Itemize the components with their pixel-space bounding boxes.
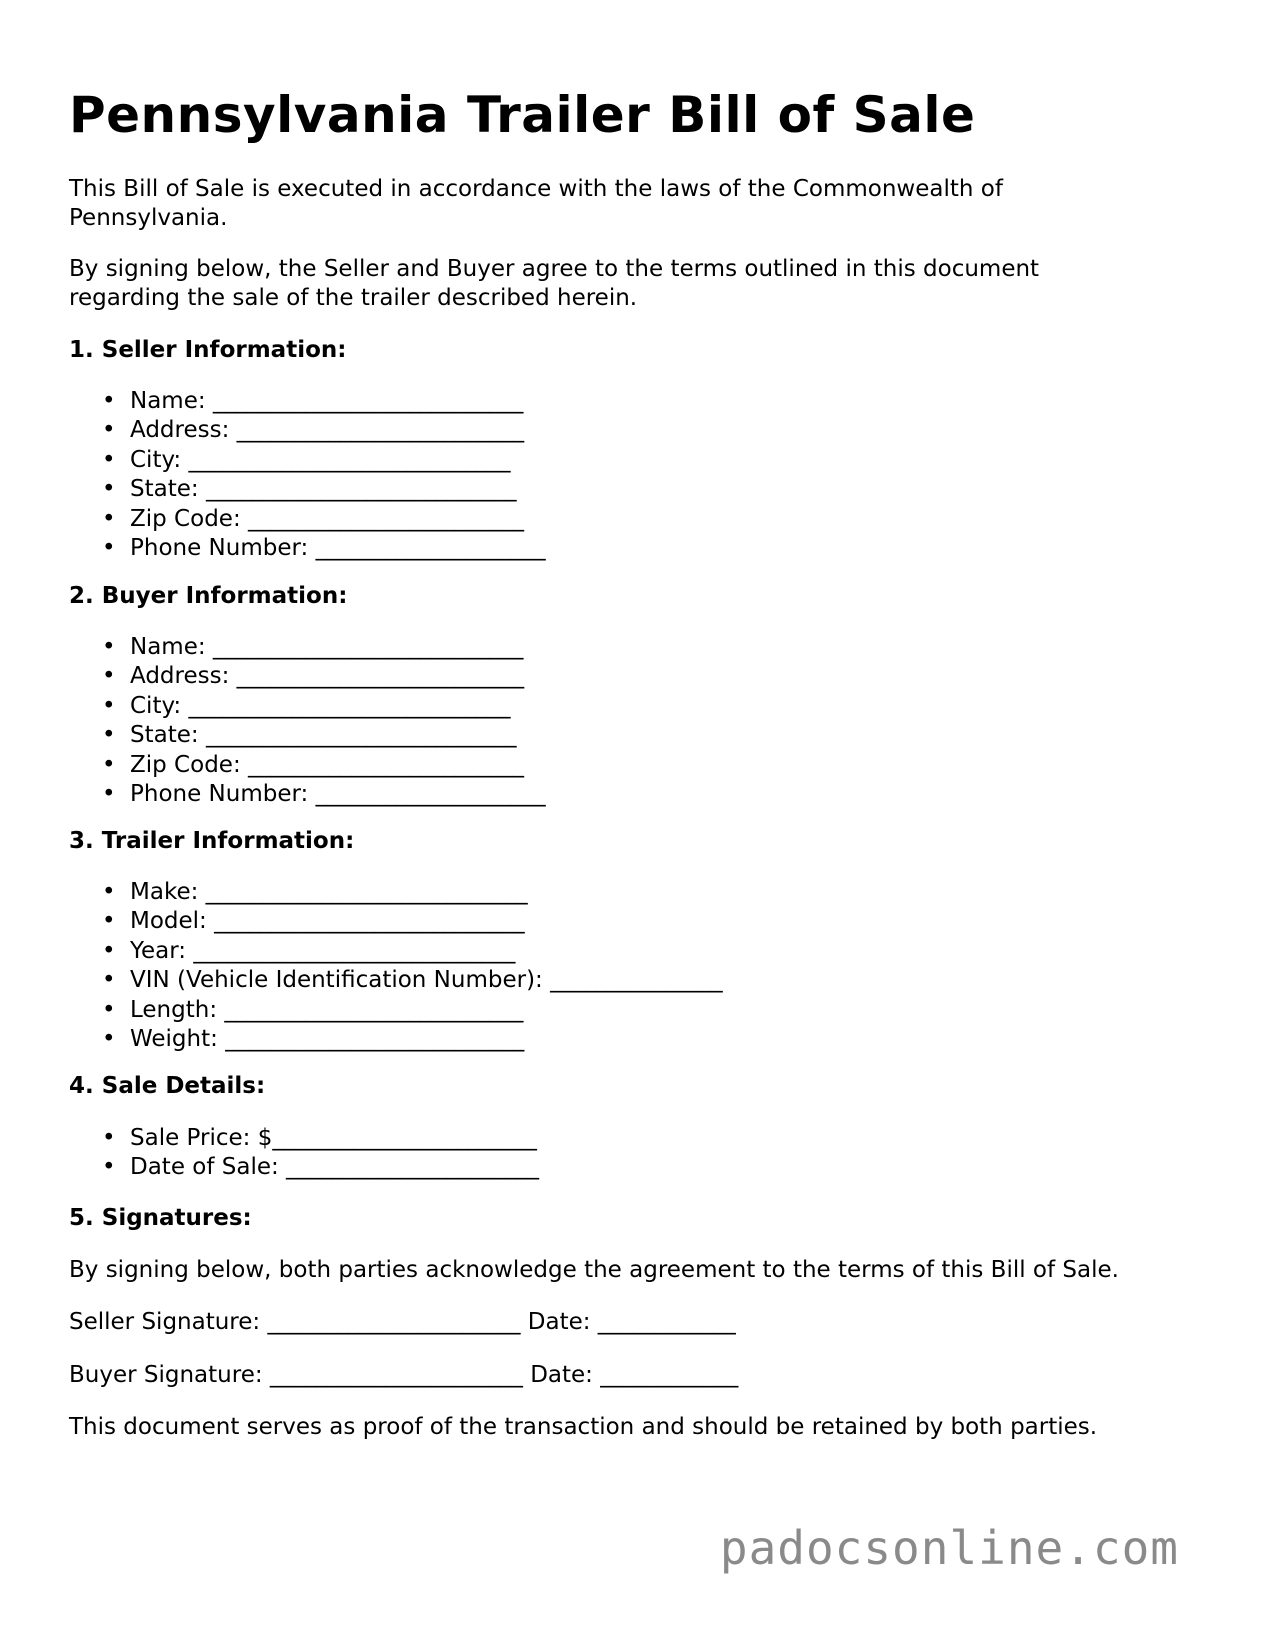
buyer-signature-line: Buyer Signature: ______________________ Date: ____________ [69,1362,739,1388]
list-item: • State: ___________________________ [130,475,546,504]
buyer-info-list [69,633,546,809]
trailer-info-list [69,878,723,1054]
intro-paragraph-2: By signing below, the Seller and Buyer agree to the terms outlined in this document regarding the sale of the trailer described herein. [69,256,1040,311]
list-item: • Sale Price: $_______________________ [130,1124,539,1153]
seller-signature-line: Seller Signature: ______________________ Date: ____________ [69,1309,736,1335]
list-item: • State: ___________________________ [130,721,546,750]
sale-details-heading: 4. Sale Details: [69,1073,266,1099]
watermark: padocsonline.com [719,1521,1179,1575]
list-item: • Make: ____________________________ [130,878,723,907]
list-item: • Weight: __________________________ [130,1025,723,1054]
list-item: • Year: ____________________________ [130,937,723,966]
list-item: • Model: ___________________________ [130,907,723,936]
list-item: • Zip Code: ________________________ [130,751,546,780]
seller-info-heading: 1. Seller Information: [69,337,347,363]
list-item: • Phone Number: ____________________ [130,534,546,563]
list-item: • Date of Sale: ______________________ [130,1153,539,1182]
seller-info-list [69,387,546,563]
signatures-heading: 5. Signatures: [69,1205,252,1231]
list-item: • Name: ___________________________ [130,633,546,662]
page-title: Pennsylvania Trailer Bill of Sale [69,86,976,144]
signatures-text: By signing below, both parties acknowledge the agreement to the terms of this Bill of Sale. [69,1257,1119,1283]
list-item: • City: ____________________________ [130,446,546,475]
trailer-info-heading: 3. Trailer Information: [69,828,355,854]
list-item: • Address: _________________________ [130,416,546,445]
list-item: • VIN (Vehicle Identification Number): _______________ [130,966,723,995]
list-item: • City: ____________________________ [130,692,546,721]
list-item: • Zip Code: ________________________ [130,505,546,534]
buyer-info-heading: 2. Buyer Information: [69,583,348,609]
list-item: • Address: _________________________ [130,662,546,691]
intro-paragraph-1: This Bill of Sale is executed in accordance with the laws of the Commonwealth of Pennsylvania. [69,176,1003,231]
list-item: • Phone Number: ____________________ [130,780,546,809]
list-item: • Name: ___________________________ [130,387,546,416]
sale-details-list [69,1124,539,1183]
closing-paragraph: This document serves as proof of the transaction and should be retained by both parties. [69,1414,1098,1440]
list-item: • Length: __________________________ [130,996,723,1025]
